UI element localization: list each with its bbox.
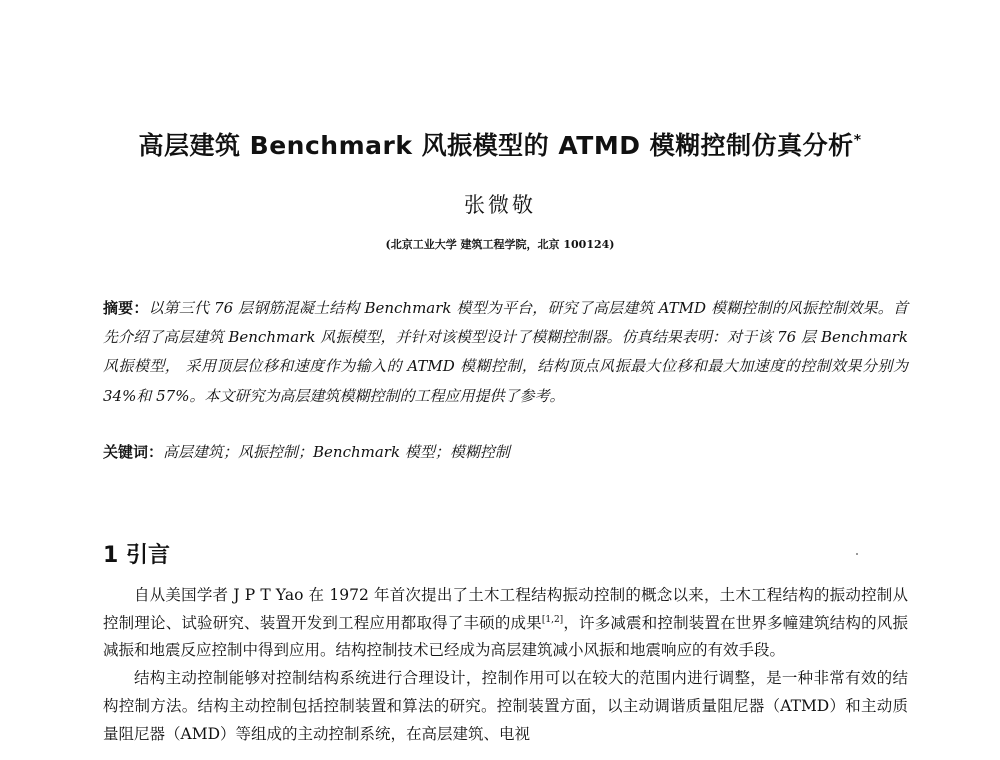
body-text — [103, 582, 908, 748]
author-affiliation: (北京工业大学 建筑工程学院，北京 100124) — [385, 238, 615, 251]
intro-paragraph-1-continued: ，许多减震和控制装置在世界多幢建筑结构的风振减振和地震反应控制中得到应用。结构控制技术已经成为高层建筑减小风振和地震响应的有效手段。 — [103, 613, 908, 660]
abstract — [103, 294, 908, 411]
keywords — [103, 440, 908, 464]
keywords-label: 关键词： — [103, 443, 164, 461]
abstract-text: 以第三代 76 层钢筋混凝土结构 Benchmark 模型为平台，研究了高层建筑 ATMD 模糊控制的风振控制效果。首先介绍了高层建筑 Benchmark 风振模型，并针对该模型设计了模糊控制器。仿真结果表明：对于该 76 层 Benchmark 风振模型， 采用顶层位移和速度作为输入的 ATMD 模糊控制，结构顶点风振最大位移和最大加速度的控制效果分别为 34%和 57%。本文研究为高层建筑模糊控制的工程应用提供了参考。 — [103, 299, 908, 405]
title-footnote-mark: * — [853, 132, 862, 149]
scan-speck — [856, 553, 858, 555]
paper-title-text: 高层建筑 Benchmark 风振模型的 ATMD 模糊控制仿真分析 — [138, 131, 854, 160]
intro-paragraph-1 — [103, 582, 908, 665]
keywords-text: 高层建筑；风振控制；Benchmark 模型；模糊控制 — [163, 443, 510, 461]
author-name: 张微敬 — [464, 193, 536, 217]
intro-paragraph-2: 结构主动控制能够对控制结构系统进行合理设计，控制作用可以在较大的范围内进行调整，是一种非常有效的结构控制方法。结构主动控制包括控制装置和算法的研究。控制装置方面，以主动调谐质量阻尼器（ATMD）和主动质量阻尼器（AMD）等组成的主动控制系统，在高层建筑、电视 — [103, 669, 908, 743]
section-heading-introduction: 1 引言 — [103, 543, 170, 568]
citation-1-2: [1,2] — [541, 614, 564, 625]
abstract-label: 摘要： — [103, 299, 149, 317]
intro-paragraph-1-text: 自从美国学者 J P T Yao 在 1972 年首次提出了土木工程结构振动控制的概念以来，土木工程结构的振动控制从控制理论、试验研究、装置开发到工程应用都取得了丰硕的成果 — [103, 586, 908, 632]
paper-title — [0, 126, 1000, 162]
